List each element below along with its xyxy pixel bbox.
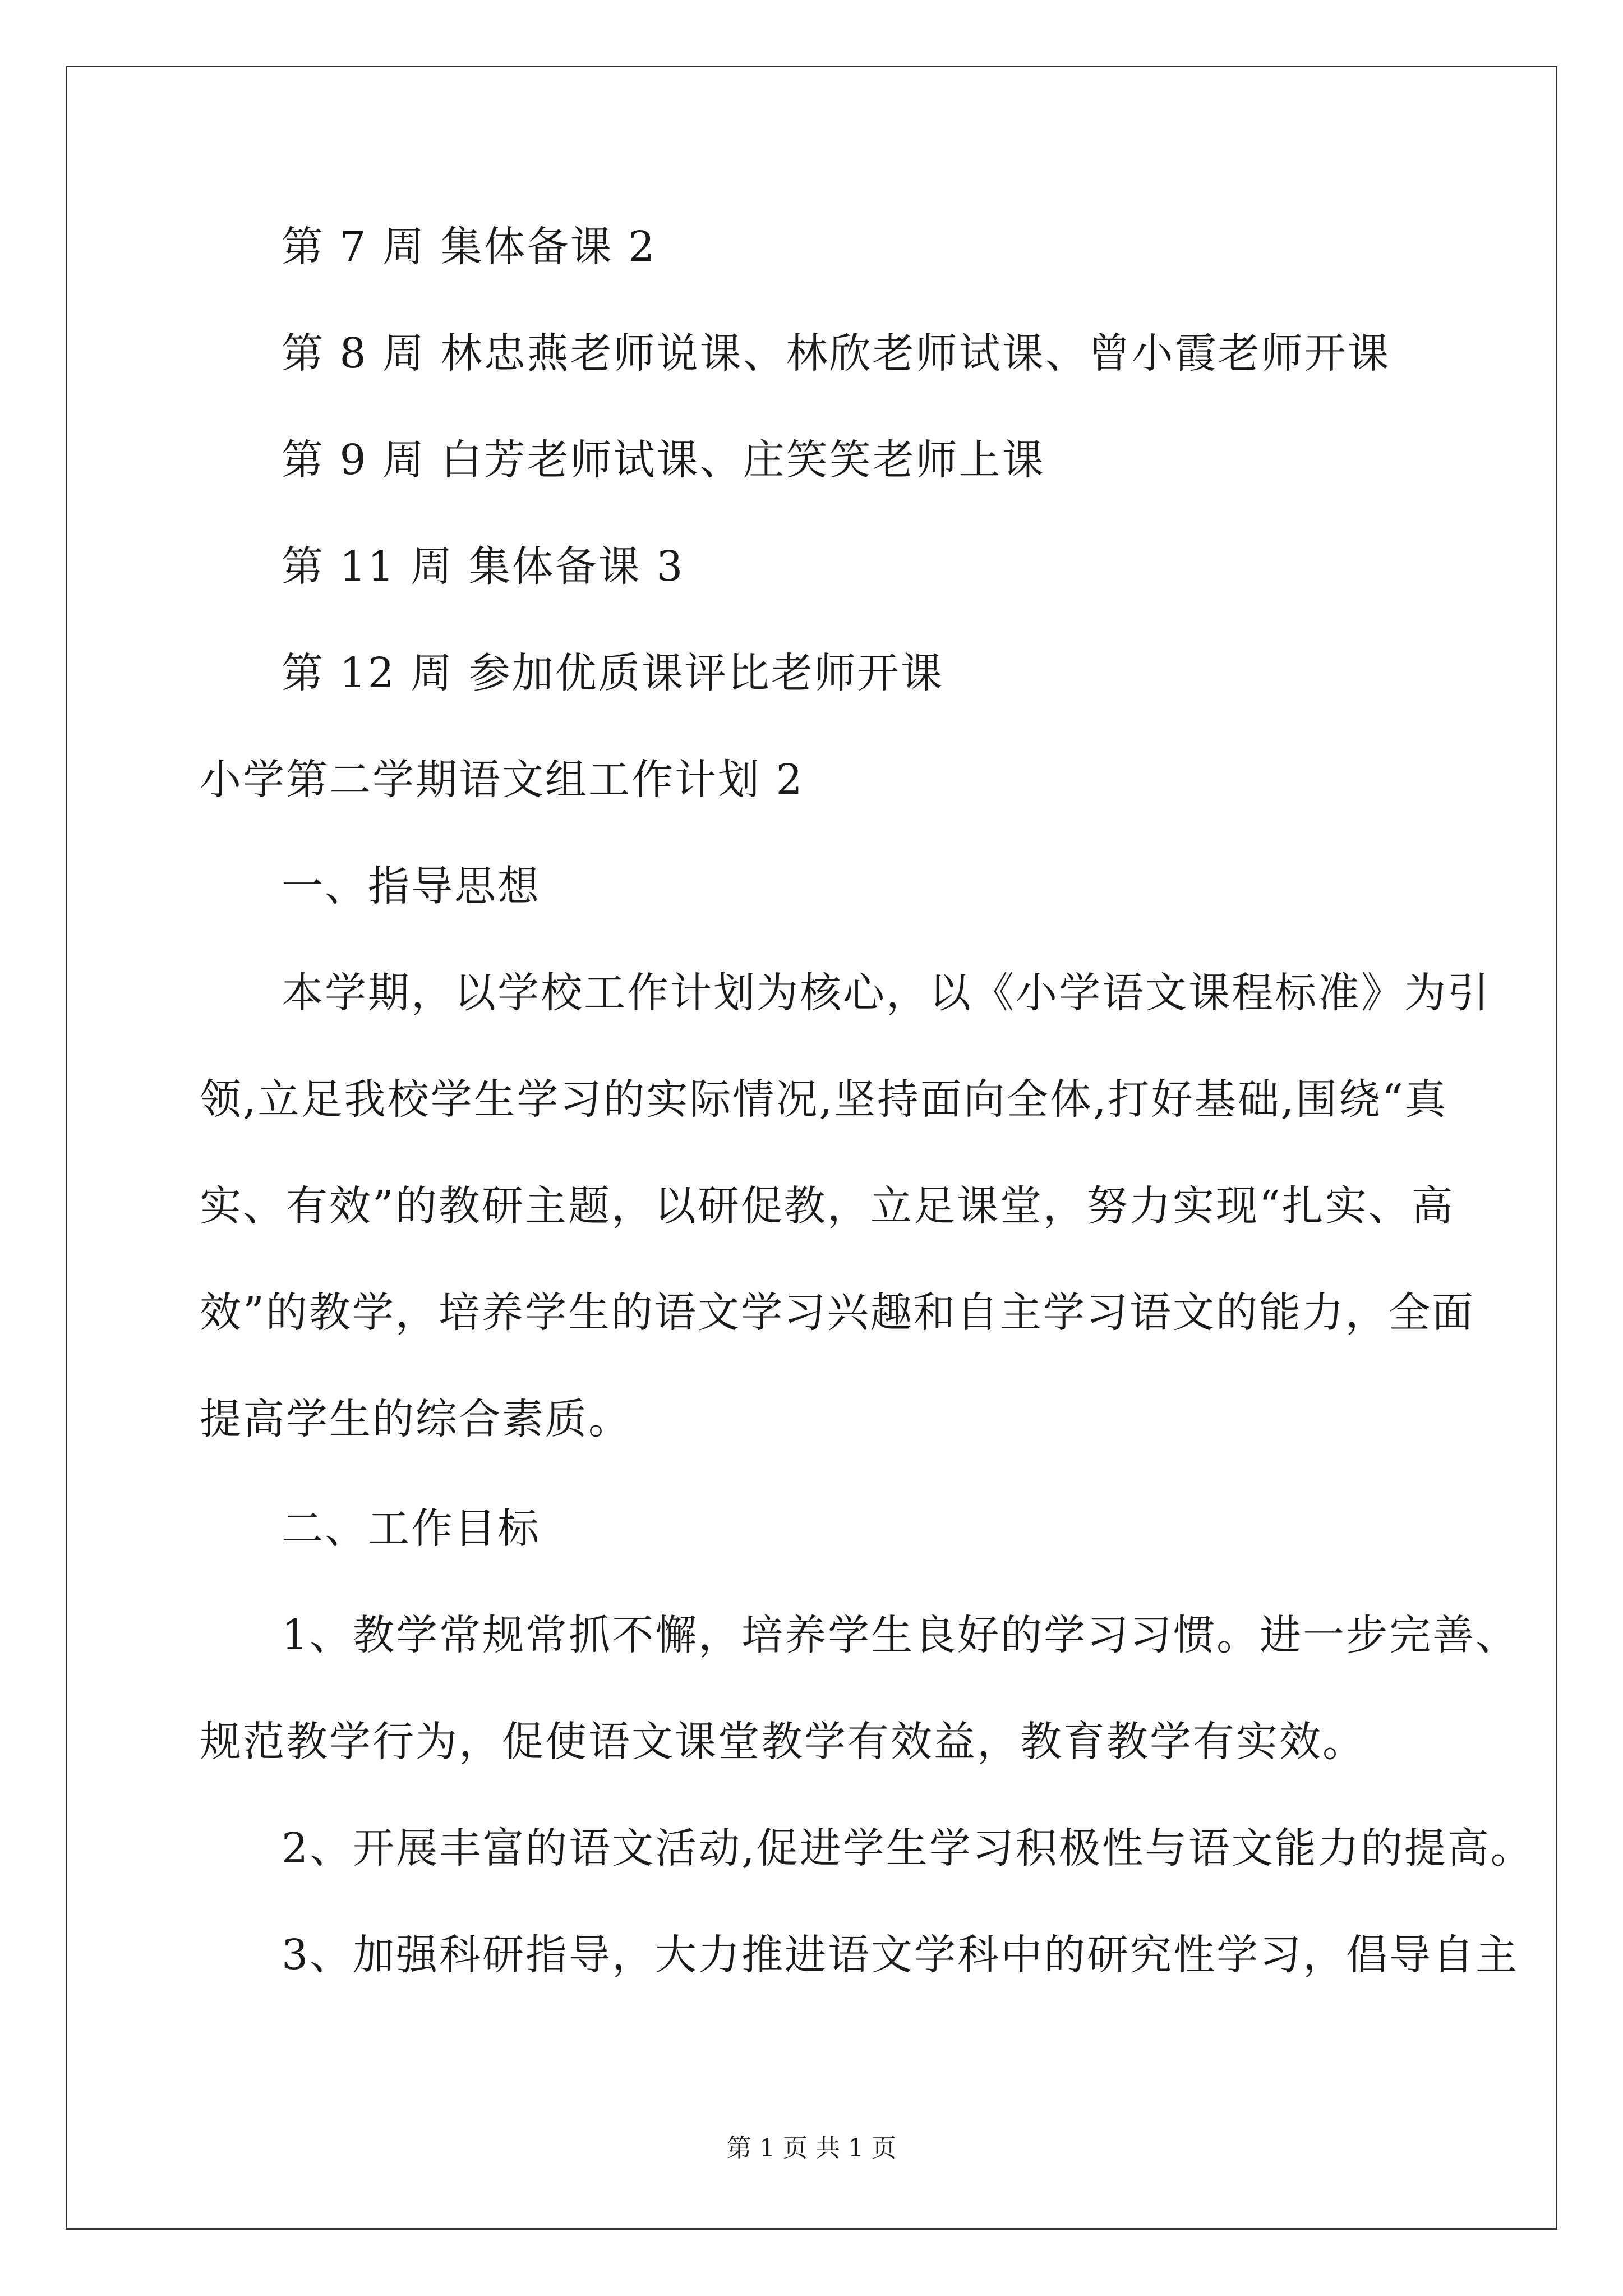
schedule-week-11: 第 11 周 集体备课 3	[282, 542, 685, 591]
paragraph-line: 实、有效”的教研主题，以研促教，立足课堂，努力实现“扎实、高	[200, 1182, 1455, 1230]
paragraph-line: 领,立足我校学生学习的实际情况,坚持面向全体,打好基础,围绕“真	[200, 1075, 1448, 1124]
goal-3	[200, 1902, 1519, 2008]
paragraph-line: 提高学生的综合素质。	[200, 1395, 631, 1443]
page-footer: 第 1 页 共 1 页	[727, 2134, 896, 2162]
schedule-week-12: 第 12 周 参加优质课评比老师开课	[282, 649, 944, 697]
schedule-week-7: 第 7 周 集体备课 2	[282, 223, 657, 271]
goal-line: 3、加强科研指导，大力推进语文学科中的研究性学习，倡导自主	[282, 1931, 1519, 1979]
section-title: 小学第二学期语文组工作计划 2	[200, 756, 804, 804]
paragraph-guiding-thought	[200, 940, 1491, 1473]
schedule-week-8: 第 8 周 林忠燕老师说课、林欣老师试课、曾小霞老师开课	[282, 329, 1391, 378]
goal-line: 2、开展丰富的语文活动,促进学生学习积极性与语文能力的提高。	[282, 1824, 1534, 1872]
paragraph-line: 效”的教学，培养学生的语文学习兴趣和自主学习语文的能力，全面	[200, 1289, 1475, 1337]
paragraph-line: 本学期，以学校工作计划为核心，以《小学语文课程标准》为引	[282, 969, 1491, 1017]
heading-guiding-thought: 一、指导思想	[282, 862, 541, 910]
heading-work-goals: 二、工作目标	[282, 1504, 541, 1553]
goal-line: 规范教学行为，促使语文课堂教学有效益，教育教学有实效。	[200, 1718, 1366, 1766]
goal-1	[200, 1582, 1519, 1795]
schedule-week-9: 第 9 周 白芳老师试课、庄笑笑老师上课	[282, 436, 1045, 484]
goal-2	[200, 1795, 1534, 1902]
goal-line: 1、教学常规常抓不懈，培养学生良好的学习习惯。进一步完善、	[282, 1611, 1519, 1659]
